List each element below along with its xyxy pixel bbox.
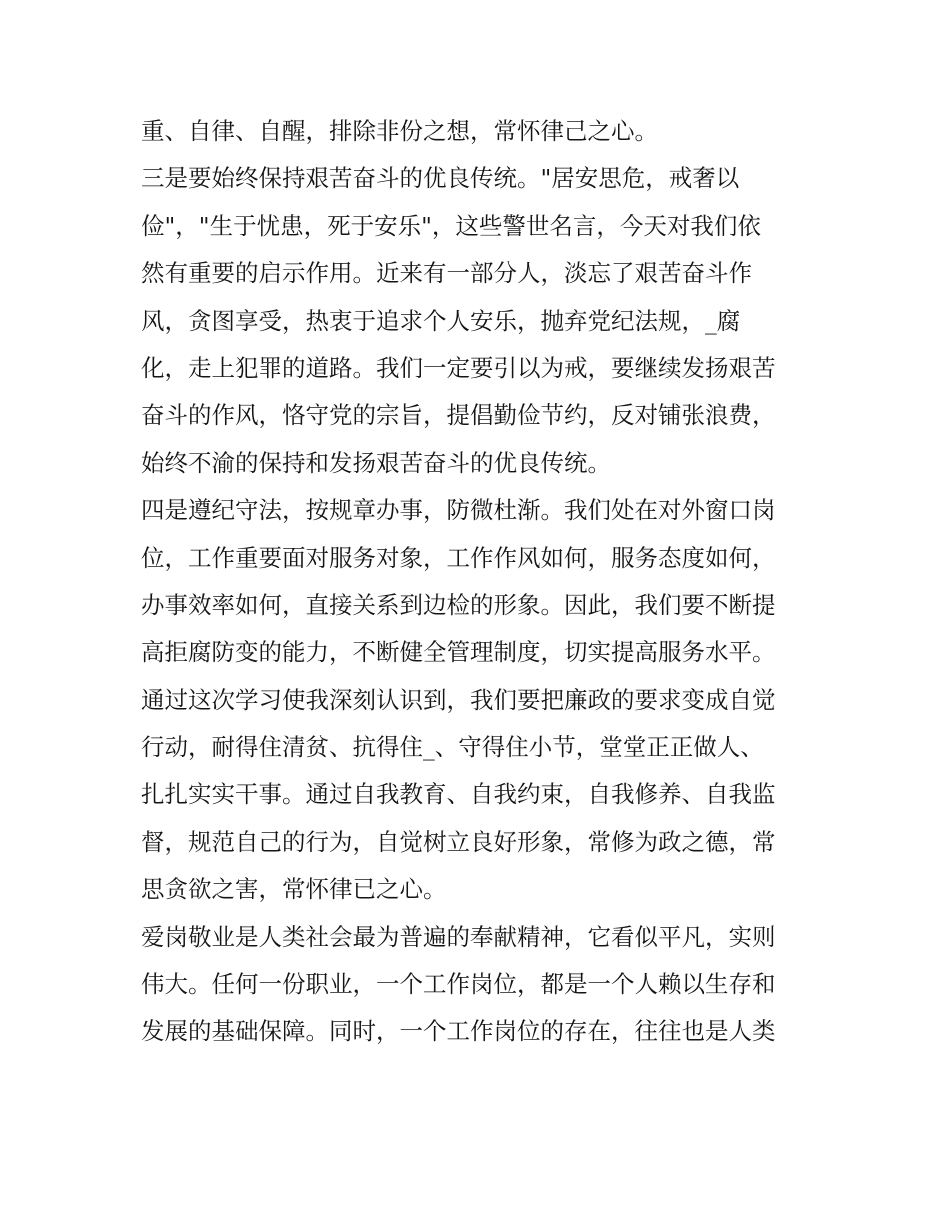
text-line: 位，工作重要面对服务对象，工作作风如何，服务态度如何， — [141, 543, 776, 572]
text-line: 四是遵纪守法，按规章办事，防微杜渐。我们处在对外窗口岗 — [141, 496, 776, 525]
text-line: 行动，耐得住清贫、抗得住_、守得住小节，堂堂正正做人、 — [141, 733, 764, 762]
text-line: 俭"，"生于忧患，死于安乐"，这些警世名言，今天对我们依 — [141, 211, 761, 240]
text-line: 然有重要的启示作用。近来有一部分人，淡忘了艰苦奋斗作 — [141, 259, 752, 288]
text-line: 重、自律、自醒，排除非份之想，常怀律己之心。 — [141, 117, 658, 145]
text-line: 扎扎实实干事。通过自我教育、自我约束，自我修养、自我监 — [141, 780, 776, 809]
text-line: 风，贪图享受，热衷于追求个人安乐，抛弃党纪法规，_腐 — [141, 306, 741, 335]
text-line: 高拒腐防变的能力，不断健全管理制度，切实提高服务水平。 — [141, 638, 776, 667]
text-line: 发展的基础保障。同时，一个工作岗位的存在，往往也是人类 — [141, 1017, 776, 1046]
text-line: 三是要始终保持艰苦奋斗的优良传统。"居安思危，戒奢以 — [141, 164, 740, 193]
text-line: 督，规范自己的行为，自觉树立良好形象，常修为政之德，常 — [141, 827, 776, 856]
text-line: 化，走上犯罪的道路。我们一定要引以为戒，要继续发扬艰苦 — [141, 353, 776, 382]
text-line: 伟大。任何一份职业，一个工作岗位，都是一个人赖以生存和 — [141, 970, 776, 999]
body-text — [141, 108, 831, 1056]
text-line: 思贪欲之害，常怀律已之心。 — [141, 875, 447, 904]
text-line: 奋斗的作风，恪守党的宗旨，提倡勤俭节约，反对铺张浪费， — [141, 401, 776, 430]
text-line: 通过这次学习使我深刻认识到，我们要把廉政的要求变成自觉 — [141, 685, 776, 714]
text-line: 爱岗敬业是人类社会最为普遍的奉献精神，它看似平凡，实则 — [141, 922, 776, 951]
text-line: 始终不渝的保持和发扬艰苦奋斗的优良传统。 — [141, 448, 611, 477]
text-line: 办事效率如何，直接关系到边检的形象。因此，我们要不断提 — [141, 590, 776, 619]
